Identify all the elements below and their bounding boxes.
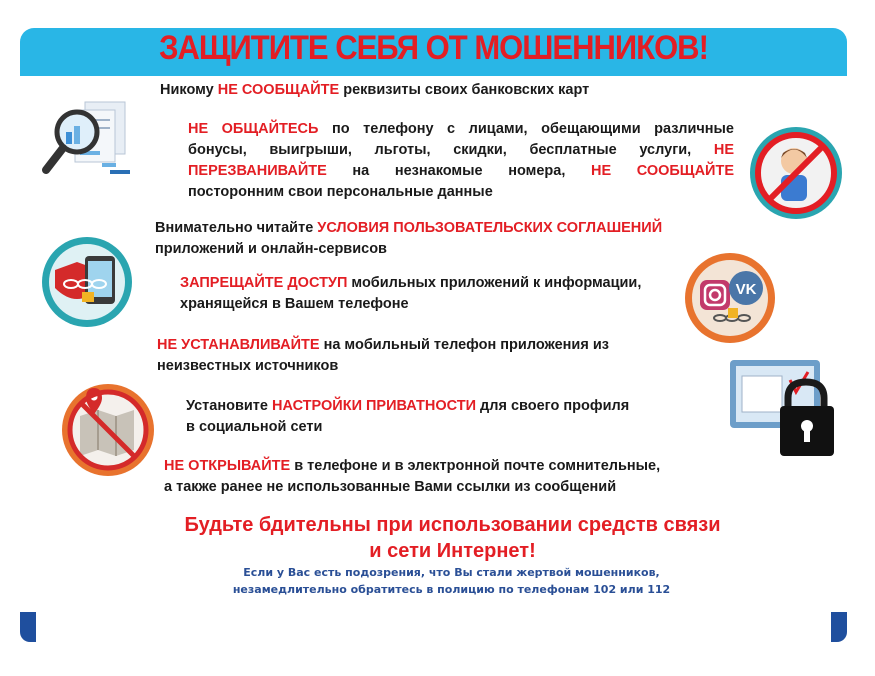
police-note-line-2: незамедлительно обратитесь в полицию по телефонам 102 или 112 [232,583,671,596]
warning-line-1: Будьте бдительны при использовании средств связи [184,514,721,536]
tip-privacy-settings: Установите НАСТРОЙКИ ПРИВАТНОСТИ для своего профиля в социальной сети [186,398,630,435]
bottom-right-corner [831,612,847,642]
padlock-monitor-icon [730,360,840,466]
bottom-left-corner [20,612,36,642]
page-title: ЗАЩИТИТЕ СЕБЯ ОТ МОШЕННИКОВ! [159,27,708,68]
social-networks-icon [684,252,776,344]
tip-phone-calls: НЕ ОБЩАЙТЕСЬ по телефону с лицами, обещающими различные бонусы, выигрыши, льготы, скидки, бесплатные услуги, НЕ ПЕРЕЗВАНИВАЙТЕ на незнакомые номера, НЕ СООБЩАЙТЕ посторонним свои персональные данные [188,121,734,200]
prohibited-location-icon [60,382,156,478]
tip-bank-cards: Никому НЕ СООБЩАЙТЕ реквизиты своих банковских карт [160,82,590,98]
warning-line-2: и сети Интернет! [369,540,536,562]
prohibited-child-icon [748,125,844,221]
tip-suspicious-links: НЕ ОТКРЫВАЙТЕ в телефоне и в электронной почте сомнительные, а также ранее не использованные Вами ссылки из сообщений [164,458,661,495]
vk-logo-text: VK [735,281,757,298]
title-banner [20,28,847,76]
magnifier-documents-icon [40,96,135,181]
phone-security-icon [41,236,133,328]
tip-user-agreements: Внимательно читайте УСЛОВИЯ ПОЛЬЗОВАТЕЛЬСКИХ СОГЛАШЕНИЙ приложений и онлайн-сервисов [155,220,663,257]
police-note-line-1: Если у Вас есть подозрения, что Вы стали жертвой мошенников, [243,566,660,579]
tip-restrict-access: ЗАПРЕЩАЙТЕ ДОСТУП мобильных приложений к информации, хранящейся в Вашем телефоне [180,275,642,312]
tip-unknown-sources: НЕ УСТАНАВЛИВАЙТЕ на мобильный телефон приложения из неизвестных источников [157,337,609,374]
